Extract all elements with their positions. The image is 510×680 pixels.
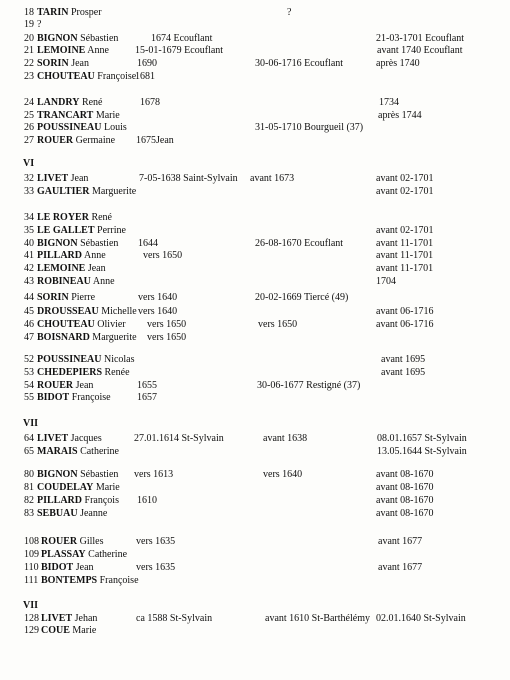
person-name: [37, 238, 118, 250]
sosa-number: 47: [24, 332, 34, 343]
sosa-number: 46: [24, 319, 34, 330]
ancestor-row: [0, 495, 510, 507]
person-name: [37, 225, 126, 237]
surname: PILLARD: [37, 495, 83, 506]
given-name: Jean: [71, 58, 89, 69]
sosa-number: 26: [24, 122, 34, 133]
death-info: avant 06-1716: [376, 306, 434, 317]
person-name: [37, 495, 119, 507]
sosa-number: 43: [24, 276, 34, 287]
surname: DROUSSEAU: [37, 306, 99, 317]
sosa-number: 23: [24, 71, 34, 82]
surname: CHOUTEAU: [37, 71, 95, 82]
ancestor-row: [0, 71, 510, 83]
sosa-number: 108: [24, 536, 39, 547]
person-name: [37, 19, 41, 31]
surname: ROUER: [41, 536, 78, 547]
sosa-number: 54: [24, 380, 34, 391]
person-name: [41, 613, 97, 625]
surname: SORIN: [37, 292, 69, 303]
death-info: avant 08-1670: [376, 508, 434, 519]
birth-info: 15-01-1679 Ecouflant: [135, 45, 224, 56]
person-name: [37, 292, 95, 304]
birth-info: vers 1640: [138, 292, 178, 303]
marriage-info: vers 1650: [258, 319, 298, 330]
sosa-number: 109: [24, 549, 39, 560]
person-name: [41, 562, 94, 574]
person-name: [37, 135, 115, 147]
sosa-number: 129: [24, 625, 39, 636]
ancestor-row: [0, 263, 510, 275]
ancestor-row: [0, 482, 510, 494]
ancestor-row: [0, 45, 510, 57]
sosa-number: 52: [24, 354, 34, 365]
ancestor-row: [0, 19, 510, 31]
given-name: Marguerite: [92, 332, 137, 343]
surname: PILLARD: [37, 250, 83, 261]
sosa-number: 55: [24, 392, 34, 403]
sosa-number: 53: [24, 367, 34, 378]
ancestor-row: [0, 354, 510, 366]
birth-info: 1681: [135, 71, 155, 82]
given-name: Sébastien: [80, 469, 119, 480]
given-name: Françoise: [71, 392, 111, 403]
sosa-number: 45: [24, 306, 34, 317]
person-name: [41, 575, 139, 587]
sosa-number: 111: [24, 575, 39, 586]
birth-info: vers 1613: [134, 469, 174, 480]
person-name: [37, 319, 126, 331]
birth-info: vers 1650: [143, 250, 183, 261]
surname: ROBINEAU: [37, 276, 91, 287]
ancestor-row: [0, 7, 510, 19]
surname: TRANCART: [37, 110, 94, 121]
ancestor-row: [0, 225, 510, 237]
person-name: [37, 71, 136, 83]
sosa-number: 42: [24, 263, 34, 274]
given-name: Jacques: [70, 433, 102, 444]
marriage-info: 30-06-1716 Ecouflant: [255, 58, 344, 69]
sosa-number: 82: [24, 495, 34, 506]
given-name: Sébastien: [80, 33, 119, 44]
section-heading: VII: [23, 600, 39, 611]
surname: ROUER: [37, 380, 74, 391]
death-info: avant 1695: [381, 354, 426, 365]
surname: LANDRY: [37, 97, 80, 108]
sosa-number: 27: [24, 135, 34, 146]
surname: ROUER: [37, 135, 74, 146]
death-info: avant 02-1701: [376, 225, 434, 236]
ancestor-row: [0, 292, 510, 304]
given-name: François: [84, 495, 119, 506]
ancestor-row: [0, 319, 510, 331]
marriage-info: vers 1640: [263, 469, 303, 480]
birth-info: vers 1640: [138, 306, 178, 317]
sosa-number: 64: [24, 433, 34, 444]
person-name: [37, 508, 107, 520]
given-name: ?: [37, 19, 42, 30]
marriage-info: avant 1610 St-Barthélémy: [265, 613, 370, 624]
surname: LIVET: [37, 433, 69, 444]
section-heading: VI: [23, 158, 35, 169]
person-name: [37, 186, 136, 198]
given-name: Catherine: [88, 549, 128, 560]
surname: BIGNON: [37, 469, 78, 480]
given-name: Jehan: [74, 613, 98, 624]
death-info: avant 11-1701: [376, 238, 434, 249]
birth-info: vers 1635: [136, 562, 176, 573]
ancestor-row: [0, 173, 510, 185]
given-name: Marguerite: [91, 186, 137, 197]
person-name: [37, 367, 130, 379]
surname: PLASSAY: [41, 549, 86, 560]
marriage-info: 31-05-1710 Bourgueil (37): [255, 122, 364, 133]
birth-info: 1690: [137, 58, 157, 69]
section-heading: VII: [23, 418, 39, 429]
ancestor-row: [0, 186, 510, 198]
ancestor-row: [0, 250, 510, 262]
person-name: [41, 549, 127, 561]
person-name: [37, 58, 89, 70]
given-name: Olivier: [97, 319, 126, 330]
surname: BIDOT: [37, 392, 70, 403]
person-name: [37, 263, 106, 275]
death-info: 02.01.1640 St-Sylvain: [376, 613, 466, 624]
death-info: avant 1677: [378, 562, 423, 573]
sosa-number: 128: [24, 613, 39, 624]
death-info: 21-03-1701 Ecouflant: [376, 33, 465, 44]
person-name: [37, 482, 120, 494]
surname: COUDELAY: [37, 482, 94, 493]
person-name: [37, 392, 111, 404]
given-name: Germaine: [75, 135, 116, 146]
given-name: Marie: [95, 482, 120, 493]
surname: CHOUTEAU: [37, 319, 95, 330]
sosa-number: 19: [24, 19, 34, 30]
surname: SORIN: [37, 58, 69, 69]
death-info: 1734: [379, 97, 399, 108]
person-name: [37, 276, 115, 288]
given-name: Jean: [70, 173, 89, 184]
birth-info: 27.01.1614 St-Sylvain: [134, 433, 224, 444]
ancestor-row: [0, 276, 510, 288]
birth-info: 1674 Ecouflant: [151, 33, 213, 44]
sosa-number: 41: [24, 250, 34, 261]
ancestor-row: [0, 135, 510, 147]
given-name: Gilles: [79, 536, 104, 547]
surname: POUSSINEAU: [37, 122, 102, 133]
given-name: Jeanne: [80, 508, 108, 519]
ancestor-row: [0, 575, 510, 587]
ancestor-row: [0, 469, 510, 481]
death-info: avant 08-1670: [376, 495, 434, 506]
person-name: [41, 536, 104, 548]
ancestor-row: [0, 433, 510, 445]
person-name: [37, 110, 120, 122]
surname: CHEDEPIERS: [37, 367, 103, 378]
surname: LEMOINE: [37, 263, 86, 274]
sosa-number: 22: [24, 58, 34, 69]
ancestor-row: [0, 392, 510, 404]
sosa-number: 18: [24, 7, 34, 18]
person-name: [37, 380, 93, 392]
sosa-number: 110: [24, 562, 39, 573]
sosa-number: 20: [24, 33, 34, 44]
ancestor-row: [0, 33, 510, 45]
sosa-number: 35: [24, 225, 34, 236]
person-name: [37, 212, 112, 224]
sosa-number: 40: [24, 238, 34, 249]
ancestor-row: [0, 380, 510, 392]
ancestor-row: [0, 58, 510, 70]
ancestor-row: [0, 306, 510, 318]
sosa-number: 44: [24, 292, 34, 303]
person-name: [37, 122, 127, 134]
sosa-number: 83: [24, 508, 34, 519]
given-name: Françoise: [97, 71, 137, 82]
person-name: [37, 97, 102, 109]
given-name: Catherine: [80, 446, 119, 457]
birth-info: vers 1650: [147, 332, 187, 343]
person-name: [37, 332, 137, 344]
person-name: [37, 469, 118, 481]
ancestor-row: [0, 238, 510, 250]
birth-info: ca 1588 St-Sylvain: [136, 613, 213, 624]
ancestor-row: [0, 122, 510, 134]
person-name: [37, 45, 109, 57]
birth-info: 1678: [140, 97, 160, 108]
ancestor-row: [0, 332, 510, 344]
ancestor-row: [0, 536, 510, 548]
birth-info: 1644: [138, 238, 158, 249]
birth-info: vers 1635: [136, 536, 176, 547]
death-info: après 1740: [376, 58, 420, 69]
person-name: [37, 433, 102, 445]
ancestor-row: [0, 549, 510, 561]
ancestor-row: [0, 367, 510, 379]
surname: LE GALLET: [37, 225, 95, 236]
sosa-number: 34: [24, 212, 34, 223]
ancestor-row: [0, 508, 510, 520]
given-name: Françoise: [99, 575, 139, 586]
death-info: avant 06-1716: [376, 319, 434, 330]
given-name: René: [91, 212, 112, 223]
surname: GAULTIER: [37, 186, 90, 197]
given-name: Marie: [72, 625, 97, 636]
surname: POUSSINEAU: [37, 354, 102, 365]
death-info: avant 1695: [381, 367, 426, 378]
death-info: avant 02-1701: [376, 186, 434, 197]
birth-info: 1655: [137, 380, 157, 391]
ancestor-row: [0, 562, 510, 574]
ancestor-row: [0, 212, 510, 224]
sosa-number: 32: [24, 173, 34, 184]
marriage-info: 30-06-1677 Restigné (37): [257, 380, 361, 391]
surname: LEMOINE: [37, 45, 86, 56]
ancestor-row: [0, 625, 510, 637]
death-info: avant 11-1701: [376, 250, 434, 261]
given-name: Nicolas: [103, 354, 135, 365]
marriage-info: avant 1638: [263, 433, 308, 444]
death-info: 08.01.1657 St-Sylvain: [377, 433, 467, 444]
surname: LE ROYER: [37, 212, 89, 223]
person-name: [37, 7, 102, 19]
ancestor-row: [0, 613, 510, 625]
death-info: avant 1740 Ecouflant: [377, 45, 463, 56]
birth-info: vers 1650: [147, 319, 187, 330]
surname: BIDOT: [41, 562, 74, 573]
death-info: 1704: [376, 276, 396, 287]
death-info: avant 08-1670: [376, 482, 434, 493]
given-name: René: [81, 97, 103, 108]
birth-info: 1610: [137, 495, 157, 506]
given-name: Sébastien: [80, 238, 119, 249]
sosa-number: 81: [24, 482, 34, 493]
given-name: Anne: [83, 250, 106, 261]
surname: COUE: [41, 625, 70, 636]
sosa-number: 65: [24, 446, 34, 457]
given-name: Pierre: [71, 292, 96, 303]
given-name: Anne: [92, 276, 115, 287]
person-name: [37, 33, 118, 45]
surname: BOISNARD: [37, 332, 90, 343]
person-name: [37, 250, 106, 262]
given-name: Anne: [87, 45, 109, 56]
surname: LIVET: [37, 173, 69, 184]
given-name: Jean: [75, 380, 94, 391]
surname: BIGNON: [37, 238, 78, 249]
death-info: avant 1677: [378, 536, 423, 547]
sosa-number: 21: [24, 45, 34, 56]
given-name: Michelle: [101, 306, 137, 317]
surname: LIVET: [41, 613, 73, 624]
person-name: [37, 306, 137, 318]
surname: TARIN: [37, 7, 69, 18]
marriage-info: avant 1673: [250, 173, 295, 184]
surname: BONTEMPS: [41, 575, 98, 586]
ancestor-row: [0, 97, 510, 109]
given-name: Marie: [95, 110, 120, 121]
given-name: Perrine: [97, 225, 126, 236]
person-name: [37, 354, 135, 366]
given-name: Louis: [103, 122, 127, 133]
death-info: ?: [287, 7, 292, 18]
given-name: Jean: [87, 263, 106, 274]
surname: BIGNON: [37, 33, 78, 44]
marriage-info: 20-02-1669 Tiercé (49): [255, 292, 349, 303]
person-name: [41, 625, 96, 637]
sosa-number: 25: [24, 110, 34, 121]
surname: SEBUAU: [37, 508, 78, 519]
sosa-number: 24: [24, 97, 34, 108]
sosa-number: 33: [24, 186, 34, 197]
birth-info: 1675Jean: [136, 135, 174, 146]
death-info: avant 02-1701: [376, 173, 434, 184]
ancestor-row: [0, 446, 510, 458]
birth-info: 7-05-1638 Saint-Sylvain: [139, 173, 238, 184]
given-name: Prosper: [70, 7, 102, 18]
ancestor-row: [0, 110, 510, 122]
given-name: Jean: [75, 562, 94, 573]
person-name: [37, 446, 119, 458]
birth-info: 1657: [137, 392, 157, 403]
death-info: avant 11-1701: [376, 263, 434, 274]
surname: MARAIS: [37, 446, 78, 457]
sosa-number: 80: [24, 469, 34, 480]
person-name: [37, 173, 88, 185]
death-info: avant 08-1670: [376, 469, 434, 480]
marriage-info: 26-08-1670 Ecouflant: [255, 238, 344, 249]
given-name: Renée: [104, 367, 130, 378]
death-info: après 1744: [378, 110, 422, 121]
death-info: 13.05.1644 St-Sylvain: [377, 446, 467, 457]
